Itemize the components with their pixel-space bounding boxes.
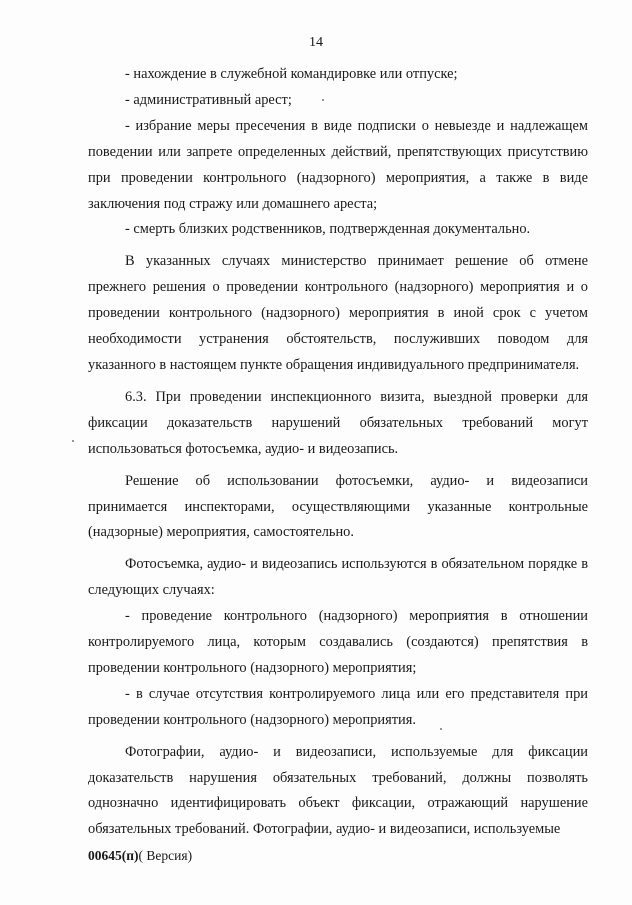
scan-speck [322,99,324,101]
paragraph: Фотосъемка, аудио- и видеозапись используются в обязательном порядке в следующих случаях: [88,556,588,599]
document-footer [88,848,192,864]
paragraph: Фотографии, аудио- и видеозаписи, используемые для фиксации доказательств нарушения обязательных требований, должны позволять однозначно идентифицировать объект фиксации, отражающий нарушение обязательных требований. Фотографии, аудио- и видеозаписи, используемые [88,743,588,838]
paragraph: Решение об использовании фотосъемки, аудио- и видеозаписи принимается инспекторами, осуществляющими указанные контрольные (надзорные) мероприятия, самостоятельно. [88,472,588,541]
paragraph: - смерть близких родственников, подтвержденная документально. [125,221,531,238]
paragraph: В указанных случаях министерство принимает решение об отмене прежнего решения о проведении контрольного (надзорного) мероприятия и о проведении контрольного (надзорного) мероприятия в иной срок с учетом необходимости устранения обстоятельств, послуживших поводом для указанного в настоящем пункте обращения индивидуального предпринимателя. [88,253,588,373]
scan-speck [72,440,74,442]
scan-speck [440,728,442,730]
document-code: 00645(п) [88,848,139,863]
paragraph: 6.3. При проведении инспекционного визита, выездной проверки для фиксации доказательств нарушений обязательных требований могут использоваться фотосъемка, аудио- и видеозапись. [88,388,588,457]
paragraph: - нахождение в служебной командировке или отпуске; [125,66,458,82]
paragraph: - проведение контрольного (надзорного) мероприятия в отношении контролируемого лица, которым создавались (создаются) препятствия в проведении контрольного (надзорного) мероприятия; [88,608,588,676]
page-number: 14 [309,35,323,50]
paragraph: - административный арест; [125,91,292,108]
document-version: ( Версия) [138,848,193,863]
document-body [88,62,588,843]
paragraph: - в случае отсутствия контролируемого лица или его представителя при проведении контрольного (надзорного) мероприятия. [88,685,588,728]
paragraph: - избрание меры пресечения в виде подписки о невыезде и надлежащем поведении или запрете определенных действий, препятствующих присутствию при проведении контрольного (надзорного) мероприятия, а также в виде заключения под стражу или домашнего ареста; [88,117,588,212]
